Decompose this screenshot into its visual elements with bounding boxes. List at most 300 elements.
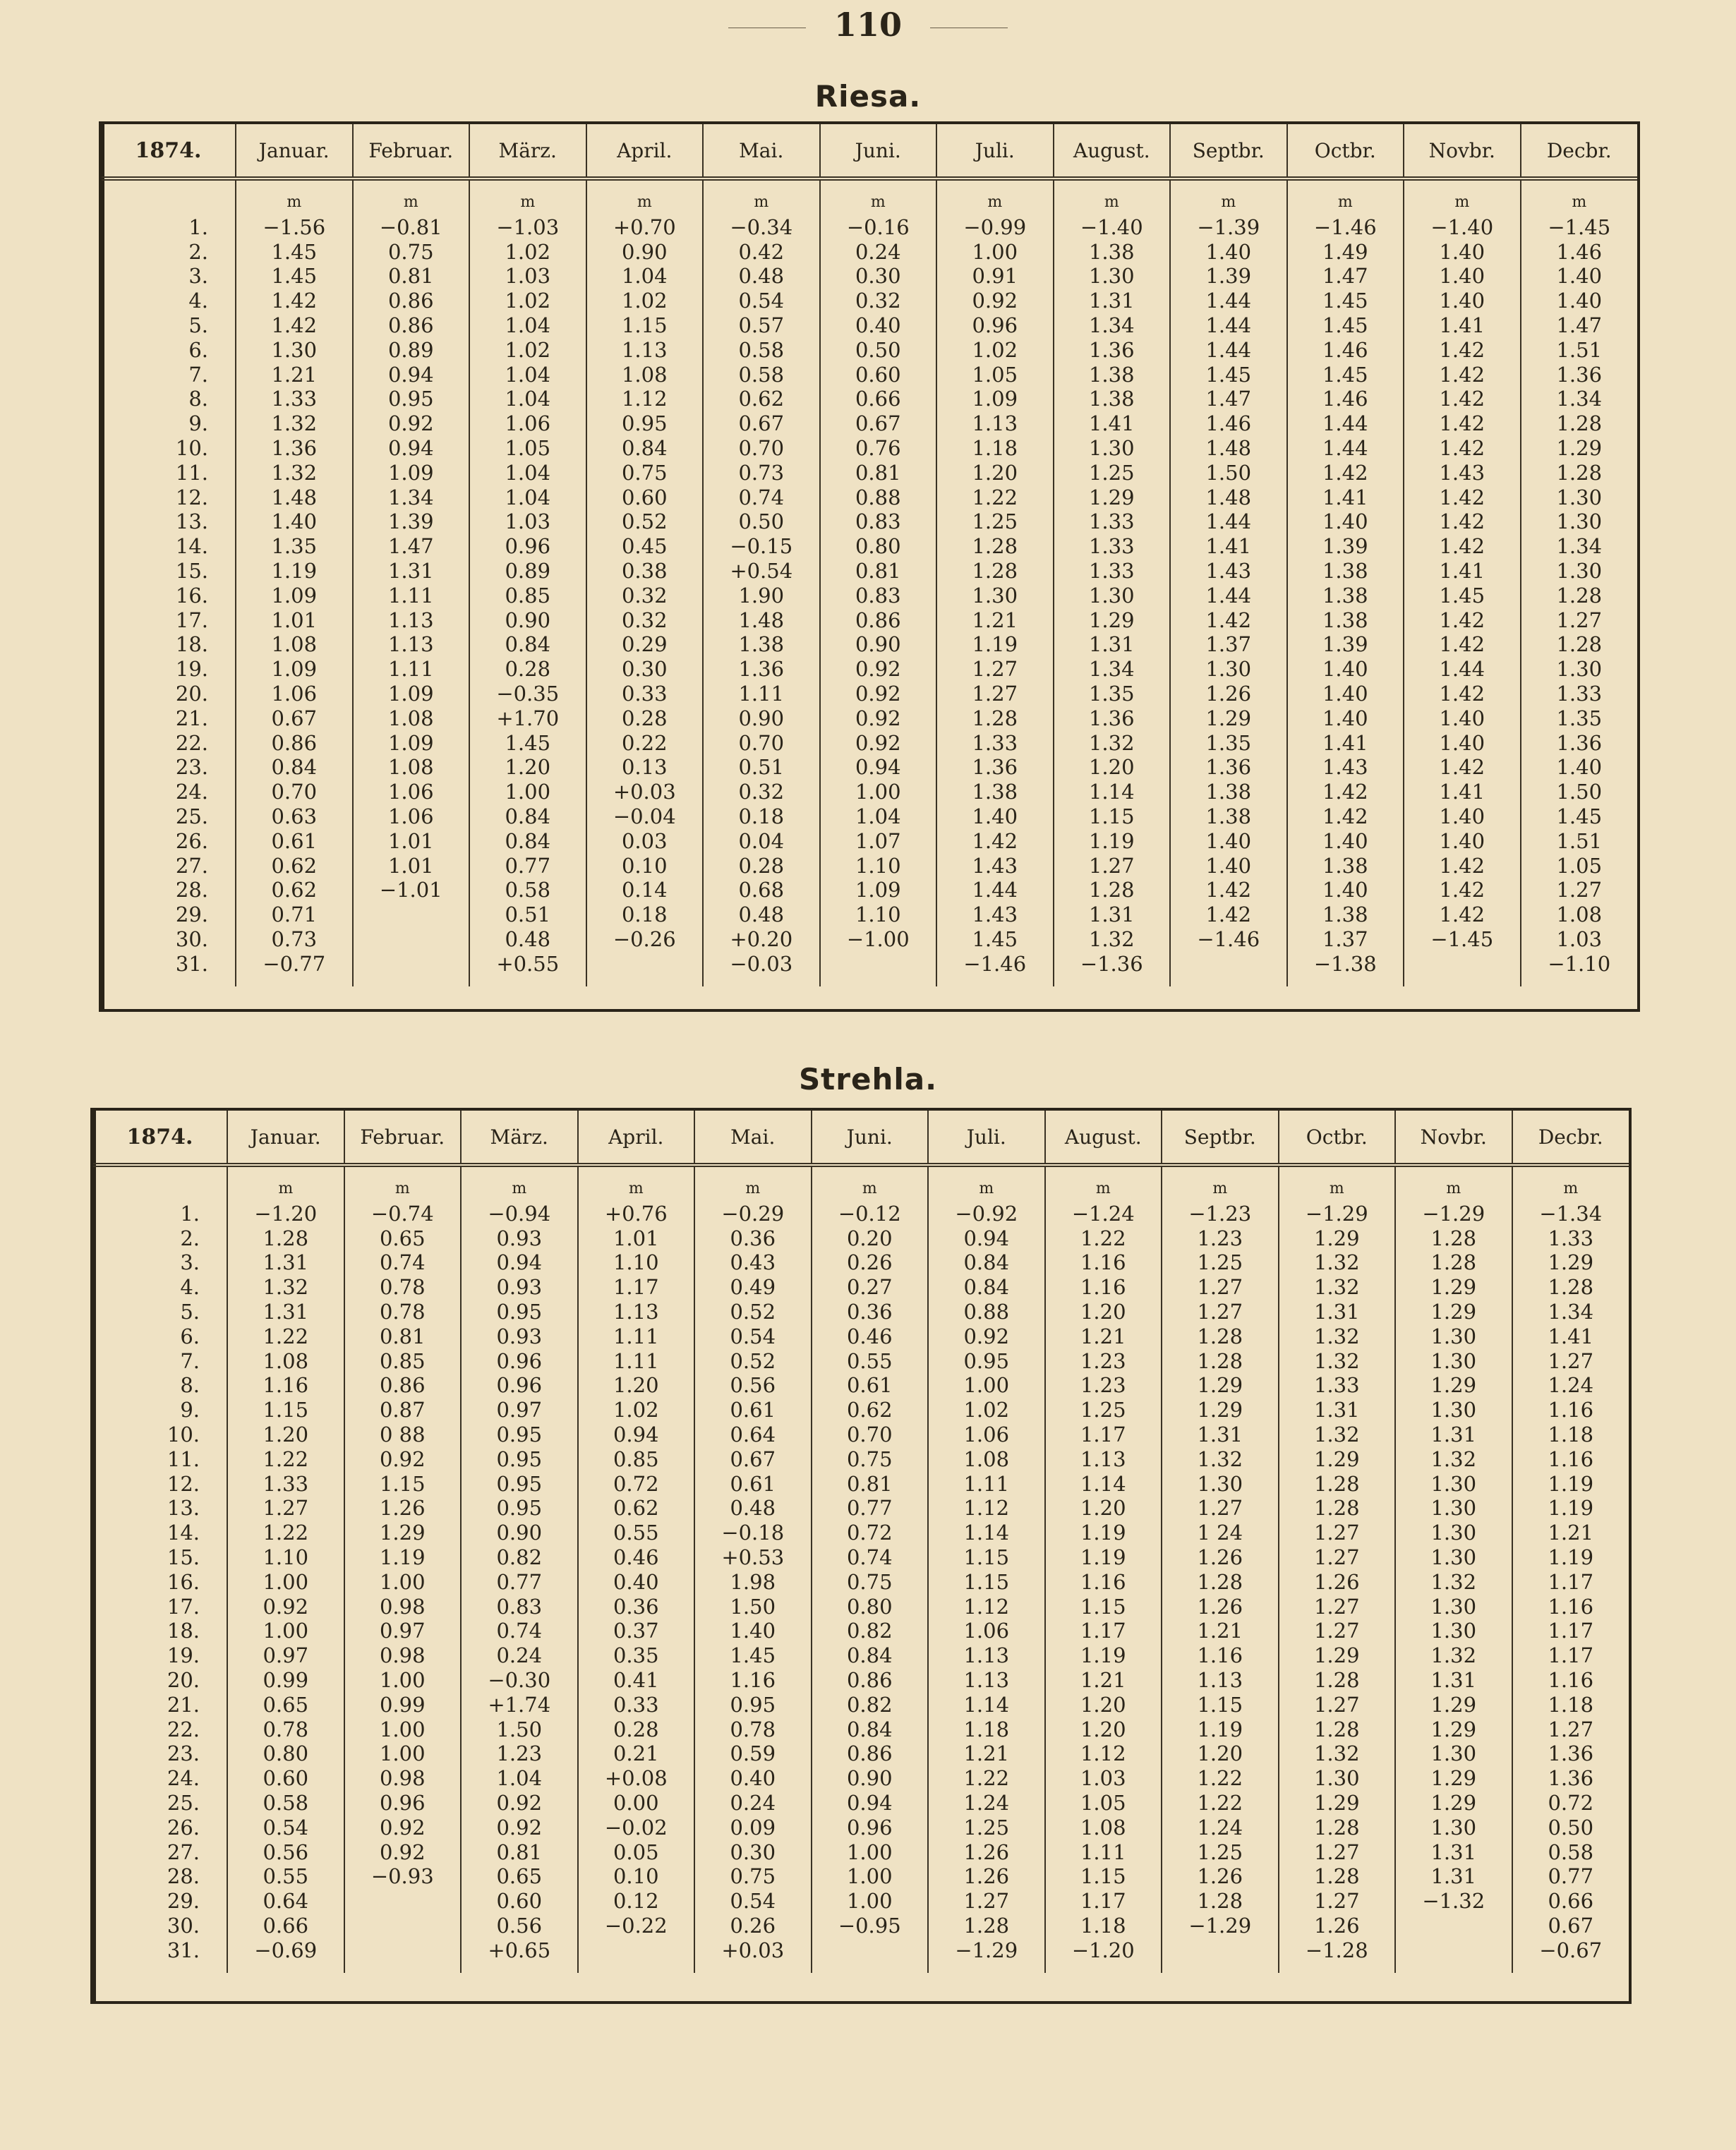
water-level-value: 1.27 xyxy=(1313,1889,1360,1914)
water-level-value: 1.42 xyxy=(1439,509,1485,534)
month-header: Septbr. xyxy=(1170,124,1287,179)
unit-label: m xyxy=(637,193,652,211)
water-level-value: 0.21 xyxy=(613,1741,659,1766)
water-level-value: 1.01 xyxy=(387,828,434,853)
water-level-value: 0.99 xyxy=(379,1692,426,1717)
water-level-value: 1.13 xyxy=(387,608,434,632)
water-level-value: 1.27 xyxy=(963,1889,1010,1914)
water-level-value: 0.57 xyxy=(738,313,785,337)
water-level-value: 1.00 xyxy=(505,780,551,804)
water-level-value: 0.68 xyxy=(738,878,785,902)
month-header: Octbr. xyxy=(1279,1111,1396,1165)
water-level-value: 1.40 xyxy=(1322,509,1368,534)
water-level-value: 1.30 xyxy=(1430,1545,1477,1569)
water-level-value: 0.51 xyxy=(738,755,785,780)
water-level-value: 1.17 xyxy=(1548,1619,1594,1643)
water-level-value: 1.40 xyxy=(1322,681,1368,706)
water-level-value: −0.15 xyxy=(730,534,793,559)
water-level-value: 0.65 xyxy=(263,1692,309,1717)
water-level-value: 1.42 xyxy=(1439,902,1485,927)
day-number: 17. xyxy=(175,608,208,632)
water-level-value: 1.48 xyxy=(271,485,318,509)
water-level-value: 1.31 xyxy=(1313,1398,1360,1423)
water-level-value: −1.00 xyxy=(846,926,910,951)
month-column xyxy=(586,179,704,986)
water-level-value: 1.29 xyxy=(1556,435,1603,460)
water-level-value: 0.91 xyxy=(972,264,1018,289)
water-level-value: 0.94 xyxy=(846,1790,893,1815)
water-level-value: 0.61 xyxy=(730,1471,776,1496)
water-level-value: 1.40 xyxy=(1439,730,1485,755)
unit-label: m xyxy=(1454,193,1470,211)
day-number: 12. xyxy=(167,1471,200,1496)
water-level-value: 0.58 xyxy=(263,1790,309,1815)
water-level-value: 1.06 xyxy=(963,1619,1010,1643)
water-level-value: +0.53 xyxy=(721,1545,785,1569)
day-number: 20. xyxy=(175,681,208,706)
water-level-value: 1.34 xyxy=(1556,534,1603,559)
water-level-value: 1.44 xyxy=(1205,289,1252,313)
water-level-value: 1.11 xyxy=(613,1348,659,1373)
water-level-value: 0.61 xyxy=(271,828,318,853)
water-level-value: 0.81 xyxy=(855,558,901,583)
month-column xyxy=(1395,1165,1512,1973)
unit-label: m xyxy=(287,193,302,211)
strehla-table xyxy=(90,1108,1632,2004)
water-level-value: 0.54 xyxy=(263,1815,309,1840)
water-level-value: 0.67 xyxy=(271,706,318,730)
water-level-value: 1.20 xyxy=(1080,1299,1126,1324)
water-level-value: 1.41 xyxy=(1322,730,1368,755)
water-level-value: 1.00 xyxy=(972,239,1018,264)
water-level-value: 1.44 xyxy=(972,878,1018,902)
data-row xyxy=(93,1165,1629,1973)
day-number: 22. xyxy=(167,1717,200,1741)
water-level-value: 1.04 xyxy=(496,1766,543,1791)
water-level-value: 1.31 xyxy=(1088,632,1135,657)
water-level-value: 1.35 xyxy=(1088,681,1135,706)
month-column xyxy=(461,1165,578,1973)
day-number: 29. xyxy=(175,902,208,927)
day-number: 17. xyxy=(167,1594,200,1619)
water-level-value: 1.22 xyxy=(263,1324,309,1348)
water-level-value: 1.15 xyxy=(1088,804,1135,828)
water-level-value: 0.50 xyxy=(738,509,785,534)
water-level-value: −0.02 xyxy=(604,1815,668,1840)
water-level-value: 1.29 xyxy=(1430,1692,1477,1717)
month-column xyxy=(1512,1165,1629,1973)
water-level-value: 1.29 xyxy=(1313,1226,1360,1250)
day-number: 1. xyxy=(188,215,208,239)
water-level-value: 1.46 xyxy=(1322,387,1368,411)
water-level-value: −0.92 xyxy=(955,1201,1018,1226)
water-level-value: 1.31 xyxy=(1430,1667,1477,1692)
water-level-value: 1.26 xyxy=(1205,681,1252,706)
water-level-value: 0.72 xyxy=(613,1471,659,1496)
water-level-value: 1.41 xyxy=(1322,485,1368,509)
water-level-value: 1.10 xyxy=(855,853,901,878)
water-level-value: 1.26 xyxy=(1313,1913,1360,1938)
water-level-value: −0.93 xyxy=(370,1864,434,1889)
unit-label: m xyxy=(394,1180,410,1197)
water-level-value: 1.15 xyxy=(963,1545,1010,1569)
water-level-value: 1.24 xyxy=(1548,1373,1594,1398)
water-level-value: 0.96 xyxy=(846,1815,893,1840)
water-level-value: 0.92 xyxy=(379,1815,426,1840)
water-level-value: 1.40 xyxy=(730,1619,776,1643)
water-level-value: 1.42 xyxy=(972,828,1018,853)
water-level-value: 1.42 xyxy=(1322,460,1368,485)
water-level-value: 1.42 xyxy=(271,313,318,337)
water-level-value: 1.20 xyxy=(1197,1741,1243,1766)
water-level-value: 1.47 xyxy=(1205,387,1252,411)
water-level-value: 1.45 xyxy=(1556,804,1603,828)
water-level-value: 1.39 xyxy=(1322,632,1368,657)
water-level-value: 1.21 xyxy=(271,362,318,387)
water-level-value: 0.33 xyxy=(621,681,668,706)
water-level-value: 1.13 xyxy=(1080,1447,1126,1471)
water-level-value: 1.47 xyxy=(387,534,434,559)
water-level-value: 0.28 xyxy=(613,1717,659,1741)
day-number: 2. xyxy=(180,1226,200,1250)
water-level-value: 1.24 xyxy=(963,1790,1010,1815)
water-level-value: 1.31 xyxy=(263,1299,309,1324)
water-level-value: 1.27 xyxy=(1556,608,1603,632)
water-level-value: 0.81 xyxy=(855,460,901,485)
water-level-value: 0.41 xyxy=(613,1667,659,1692)
water-level-value: 1.36 xyxy=(1088,706,1135,730)
water-level-value: 1.35 xyxy=(271,534,318,559)
table-title-strehla: Strehla. xyxy=(798,1062,938,1097)
water-level-value: 0.94 xyxy=(855,755,901,780)
water-level-value: 1.29 xyxy=(1548,1250,1594,1275)
water-level-value: 1.04 xyxy=(505,485,551,509)
water-level-value: 0.28 xyxy=(738,853,785,878)
page-number xyxy=(0,6,1736,44)
water-level-value: 0.55 xyxy=(846,1348,893,1373)
water-level-value: 1.09 xyxy=(271,657,318,682)
water-level-value: 1.29 xyxy=(1430,1299,1477,1324)
day-number: 21. xyxy=(167,1692,200,1717)
water-level-value: 1.50 xyxy=(1205,460,1252,485)
water-level-value: 1.16 xyxy=(1548,1398,1594,1423)
water-level-value: 1.44 xyxy=(1322,435,1368,460)
water-level-value: 0.72 xyxy=(846,1521,893,1545)
water-level-value: 0.18 xyxy=(738,804,785,828)
water-level-value: 1.03 xyxy=(1080,1766,1126,1791)
month-column xyxy=(820,179,937,986)
water-level-value: 0.67 xyxy=(855,411,901,436)
water-level-value: 0.96 xyxy=(379,1790,426,1815)
water-level-value: 1.22 xyxy=(1197,1790,1243,1815)
water-level-value: 1.00 xyxy=(846,1864,893,1889)
water-level-value: 1.18 xyxy=(1548,1422,1594,1447)
unit-label: m xyxy=(862,1180,877,1197)
water-level-value: 1.27 xyxy=(1313,1594,1360,1619)
water-level-value: 1.98 xyxy=(730,1569,776,1594)
water-level-value: 0.37 xyxy=(613,1619,659,1643)
water-level-value: −0.12 xyxy=(838,1201,901,1226)
water-level-value: 1.08 xyxy=(387,706,434,730)
water-level-value: 1.20 xyxy=(972,460,1018,485)
day-number: 14. xyxy=(175,534,208,559)
water-level-value: 1.17 xyxy=(613,1275,659,1300)
water-level-value: 1.32 xyxy=(1313,1422,1360,1447)
water-level-value: 0.48 xyxy=(738,264,785,289)
water-level-value: 1.21 xyxy=(1080,1667,1126,1692)
water-level-value: 0.52 xyxy=(730,1348,776,1373)
water-level-value: 1.15 xyxy=(621,313,668,337)
water-level-value: 0.78 xyxy=(263,1717,309,1741)
water-level-value: 1.48 xyxy=(738,608,785,632)
water-level-value: 1.16 xyxy=(1080,1569,1126,1594)
water-level-value: 1.07 xyxy=(855,828,901,853)
day-number: 7. xyxy=(188,362,208,387)
water-level-value: 1.21 xyxy=(963,1741,1010,1766)
water-level-value: 1.28 xyxy=(1197,1324,1243,1348)
month-header: Novbr. xyxy=(1404,124,1521,179)
water-level-value: 1.02 xyxy=(505,289,551,313)
water-level-value: 1.40 xyxy=(1556,755,1603,780)
water-level-value: −0.69 xyxy=(254,1938,318,1962)
water-level-value: 0.36 xyxy=(730,1226,776,1250)
water-level-value: 1.29 xyxy=(1197,1373,1243,1398)
water-level-value: −1.46 xyxy=(1313,215,1377,239)
water-level-value: 1.16 xyxy=(1548,1594,1594,1619)
water-level-value: 1.02 xyxy=(621,289,668,313)
water-level-value: 1.31 xyxy=(387,558,434,583)
day-number: 6. xyxy=(180,1324,200,1348)
water-level-value: 0.90 xyxy=(621,239,668,264)
water-level-value: 0.92 xyxy=(379,1447,426,1471)
water-level-value: 0.96 xyxy=(496,1348,543,1373)
water-level-value: 1.43 xyxy=(1322,755,1368,780)
water-level-value: 1.32 xyxy=(1430,1569,1477,1594)
water-level-value: 1.42 xyxy=(1439,337,1485,362)
water-level-value: −1.45 xyxy=(1548,215,1611,239)
water-level-value: 1.30 xyxy=(1430,1594,1477,1619)
water-level-value: 1.17 xyxy=(1080,1422,1126,1447)
water-level-value: 1.42 xyxy=(1439,755,1485,780)
water-level-value: 1.06 xyxy=(963,1422,1010,1447)
water-level-value: 0.99 xyxy=(263,1667,309,1692)
water-level-value: −1.20 xyxy=(254,1201,318,1226)
water-level-value: 0.12 xyxy=(613,1889,659,1914)
water-level-value: +0.20 xyxy=(730,926,793,951)
water-level-value: 1.36 xyxy=(1088,337,1135,362)
water-level-value: 1.02 xyxy=(963,1398,1010,1423)
water-level-value: 1.42 xyxy=(1205,902,1252,927)
water-level-value: 1.36 xyxy=(1556,362,1603,387)
water-level-value: 0.10 xyxy=(613,1864,659,1889)
water-level-value: 1.38 xyxy=(738,632,785,657)
water-level-value: 1.13 xyxy=(1197,1667,1243,1692)
water-level-value: 1.27 xyxy=(1556,878,1603,902)
water-level-value: 1.21 xyxy=(1080,1324,1126,1348)
water-level-value: −1.40 xyxy=(1080,215,1143,239)
month-header: Januar. xyxy=(227,1111,344,1165)
spacer xyxy=(93,1177,227,1202)
water-level-value: 0.81 xyxy=(387,264,434,289)
water-level-value: 0.84 xyxy=(963,1275,1010,1300)
water-level-value: 0.78 xyxy=(379,1299,426,1324)
water-level-value: 1.30 xyxy=(1430,1741,1477,1766)
water-level-value: 1.51 xyxy=(1556,828,1603,853)
water-level-value: 0.84 xyxy=(271,755,318,780)
water-level-value: 1.30 xyxy=(271,337,318,362)
water-level-value: 1.14 xyxy=(963,1692,1010,1717)
water-level-value: 1.28 xyxy=(1548,1275,1594,1300)
water-level-value: 1.22 xyxy=(263,1447,309,1471)
water-level-value: 1.28 xyxy=(1556,583,1603,608)
water-level-value: 1.38 xyxy=(1322,853,1368,878)
water-level-value: 1.26 xyxy=(963,1864,1010,1889)
water-level-value: 0.78 xyxy=(730,1717,776,1741)
water-level-value: 1.32 xyxy=(1313,1324,1360,1348)
water-level-value: 1.30 xyxy=(1430,1619,1477,1643)
water-level-value: 1.10 xyxy=(855,902,901,927)
water-level-value: −1.46 xyxy=(963,951,1027,976)
water-level-value: −0.29 xyxy=(721,1201,785,1226)
water-level-value: 0.86 xyxy=(271,730,318,755)
water-level-value: 1.00 xyxy=(263,1619,309,1643)
water-level-value: 1.25 xyxy=(1197,1250,1243,1275)
water-level-value: 1.04 xyxy=(621,264,668,289)
water-level-value: 1.38 xyxy=(1088,239,1135,264)
water-level-value: 1.05 xyxy=(505,435,551,460)
water-level-value: 0.55 xyxy=(263,1864,309,1889)
month-header: Juni. xyxy=(812,1111,929,1165)
day-number: 15. xyxy=(175,558,208,583)
water-level-value: 0.75 xyxy=(387,239,434,264)
water-level-value: 1.33 xyxy=(1088,534,1135,559)
water-level-value: 0.90 xyxy=(505,608,551,632)
water-level-value: 1.31 xyxy=(1088,902,1135,927)
page-number-text: 110 xyxy=(833,6,903,44)
water-level-value: 1.08 xyxy=(263,1348,309,1373)
day-number: 4. xyxy=(188,289,208,313)
month-column xyxy=(1279,1165,1396,1973)
unit-label: m xyxy=(1095,1180,1111,1197)
water-level-value: 1.43 xyxy=(972,853,1018,878)
water-level-value: 1.22 xyxy=(1197,1766,1243,1791)
day-number: 11. xyxy=(175,460,208,485)
water-level-value: 1.30 xyxy=(1430,1815,1477,1840)
month-column xyxy=(694,1165,812,1973)
day-number: 16. xyxy=(167,1569,200,1594)
water-level-value: 0.22 xyxy=(621,730,668,755)
water-level-value: 0.95 xyxy=(496,1299,543,1324)
year-header: 1874. xyxy=(102,124,236,179)
water-level-value: 1.28 xyxy=(972,706,1018,730)
water-level-value: 0.60 xyxy=(855,362,901,387)
water-level-value: 0.66 xyxy=(263,1913,309,1938)
month-header: Juni. xyxy=(820,124,937,179)
water-level-value: −0.34 xyxy=(730,215,793,239)
water-level-value: 1.40 xyxy=(1205,828,1252,853)
water-level-value: 0.67 xyxy=(730,1447,776,1471)
day-number: 12. xyxy=(175,485,208,509)
water-level-value: −1.45 xyxy=(1430,926,1494,951)
spacer xyxy=(102,191,235,215)
water-level-value: 1.40 xyxy=(1439,828,1485,853)
water-level-value: 1.11 xyxy=(963,1471,1010,1496)
water-level-value: 0.86 xyxy=(846,1741,893,1766)
unit-label: m xyxy=(278,1180,294,1197)
day-number: 15. xyxy=(167,1545,200,1569)
water-level-value: 1.33 xyxy=(1548,1226,1594,1250)
water-level-value: 0.75 xyxy=(846,1447,893,1471)
water-level-value: 0.32 xyxy=(855,289,901,313)
water-level-value: 0.10 xyxy=(621,853,668,878)
water-level-value: 0.85 xyxy=(379,1348,426,1373)
water-level-value: 1.14 xyxy=(963,1521,1010,1545)
water-level-value: 1.20 xyxy=(263,1422,309,1447)
water-level-value: 1.32 xyxy=(263,1275,309,1300)
water-level-value: 1.48 xyxy=(1205,435,1252,460)
water-level-value: +0.54 xyxy=(730,558,793,583)
water-level-value: 1.15 xyxy=(263,1398,309,1423)
water-level-value: 1.36 xyxy=(738,657,785,682)
water-level-value: 0.92 xyxy=(496,1815,543,1840)
water-level-value: 0.74 xyxy=(738,485,785,509)
water-level-value: 1.30 xyxy=(1556,657,1603,682)
water-level-value: 0.62 xyxy=(738,387,785,411)
unit-label: m xyxy=(1446,1180,1461,1197)
water-level-value: 1.30 xyxy=(1430,1521,1477,1545)
day-number: 4. xyxy=(180,1275,200,1300)
unit-label: m xyxy=(403,193,418,211)
water-level-value: 1.00 xyxy=(379,1667,426,1692)
water-level-value: 1.50 xyxy=(496,1717,543,1741)
water-level-value: 1.04 xyxy=(505,362,551,387)
month-header: Octbr. xyxy=(1287,124,1404,179)
water-level-value: 1.40 xyxy=(1439,264,1485,289)
water-level-value: 1.27 xyxy=(1088,853,1135,878)
water-level-value: 1.08 xyxy=(963,1447,1010,1471)
water-level-value: 0.75 xyxy=(730,1864,776,1889)
water-level-value: −1.29 xyxy=(955,1938,1018,1962)
water-level-value: 1.27 xyxy=(1197,1496,1243,1521)
water-level-value: 1.34 xyxy=(1548,1299,1594,1324)
water-level-value: 1.00 xyxy=(263,1569,309,1594)
water-level-value: 1.28 xyxy=(1556,411,1603,436)
water-level-value: 0.66 xyxy=(855,387,901,411)
water-level-value: 0.64 xyxy=(263,1889,309,1914)
water-level-value: +0.70 xyxy=(613,215,676,239)
water-level-value: 1.40 xyxy=(1556,264,1603,289)
water-level-value: 0.54 xyxy=(730,1889,776,1914)
water-level-value: 0.56 xyxy=(730,1373,776,1398)
water-level-value: 1.30 xyxy=(1313,1766,1360,1791)
water-level-value: 0.04 xyxy=(738,828,785,853)
month-header: März. xyxy=(461,1111,578,1165)
water-level-value: 0.62 xyxy=(846,1398,893,1423)
water-level-value: 1.16 xyxy=(1548,1667,1594,1692)
water-level-value: 1.30 xyxy=(1088,583,1135,608)
water-level-value: 1.09 xyxy=(855,878,901,902)
day-number: 14. xyxy=(167,1521,200,1545)
water-level-value: 1.11 xyxy=(738,681,785,706)
water-level-value: 1.01 xyxy=(613,1226,659,1250)
water-level-value: −1.38 xyxy=(1313,951,1377,976)
water-level-value: −1.36 xyxy=(1080,951,1143,976)
water-level-value: 0.82 xyxy=(846,1619,893,1643)
water-level-value: 1.30 xyxy=(1430,1496,1477,1521)
day-number: 13. xyxy=(167,1496,200,1521)
water-level-value: +0.03 xyxy=(613,780,676,804)
water-level-value: 0.35 xyxy=(613,1643,659,1668)
